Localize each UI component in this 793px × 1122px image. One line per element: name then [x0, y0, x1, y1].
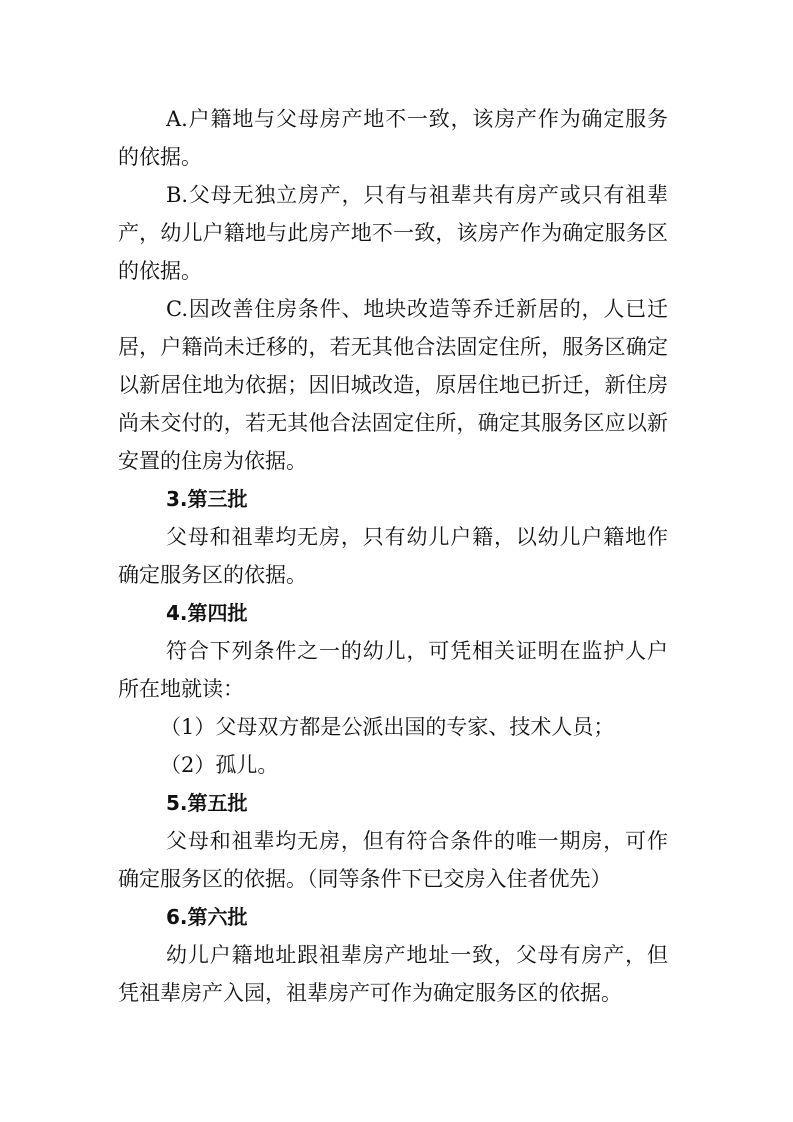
paragraph-line: 安置的住房为依据。 [118, 449, 307, 473]
list-item: （2）孤儿。 [160, 753, 279, 777]
paragraph-line: 凭祖辈房产入园，祖辈房产可作为确定服务区的依据。 [118, 981, 622, 1005]
paragraph-line: 的依据。 [118, 259, 202, 283]
paragraph-line: 产，幼儿户籍地与此房产地不一致，该房产作为确定服务区 [118, 221, 668, 245]
paragraph-line: 父母和祖辈均无房，只有幼儿户籍，以幼儿户籍地作 [166, 525, 668, 549]
list-item: （1）父母双方都是公派出国的专家、技术人员； [160, 715, 615, 739]
paragraph-line: 以新居住地为依据；因旧城改造，原居住地已折迁，新住房 [118, 373, 668, 397]
paragraph-line: 确定服务区的依据。（同等条件下已交房入住者优先） [118, 867, 612, 891]
section-heading: 3.第三批 [166, 487, 248, 511]
section-heading: 5.第五批 [166, 791, 248, 815]
paragraph-line: 幼儿户籍地址跟祖辈房产地址一致，父母有房产，但 [166, 943, 668, 967]
section-heading: 6.第六批 [166, 905, 248, 929]
paragraph-line: 父母和祖辈均无房，但有符合条件的唯一期房，可作 [166, 829, 668, 853]
paragraph-line: 确定服务区的依据。 [118, 563, 307, 587]
paragraph-line: B.父母无独立房产，只有与祖辈共有房产或只有祖辈 [166, 183, 668, 207]
paragraph-line: 的依据。 [118, 145, 202, 169]
paragraph-line: 居，户籍尚未迁移的，若无其他合法固定住所，服务区确定 [118, 335, 668, 359]
section-heading: 4.第四批 [166, 601, 248, 625]
paragraph-line: A.户籍地与父母房产地不一致，该房产作为确定服务 [166, 107, 668, 131]
paragraph-line: C.因改善住房条件、地块改造等乔迁新居的，人已迁 [166, 297, 668, 321]
paragraph-line: 尚未交付的，若无其他合法固定住所，确定其服务区应以新 [118, 411, 668, 435]
paragraph-line: 所在地就读： [118, 677, 244, 701]
paragraph-line: 符合下列条件之一的幼儿，可凭相关证明在监护人户 [166, 639, 668, 663]
